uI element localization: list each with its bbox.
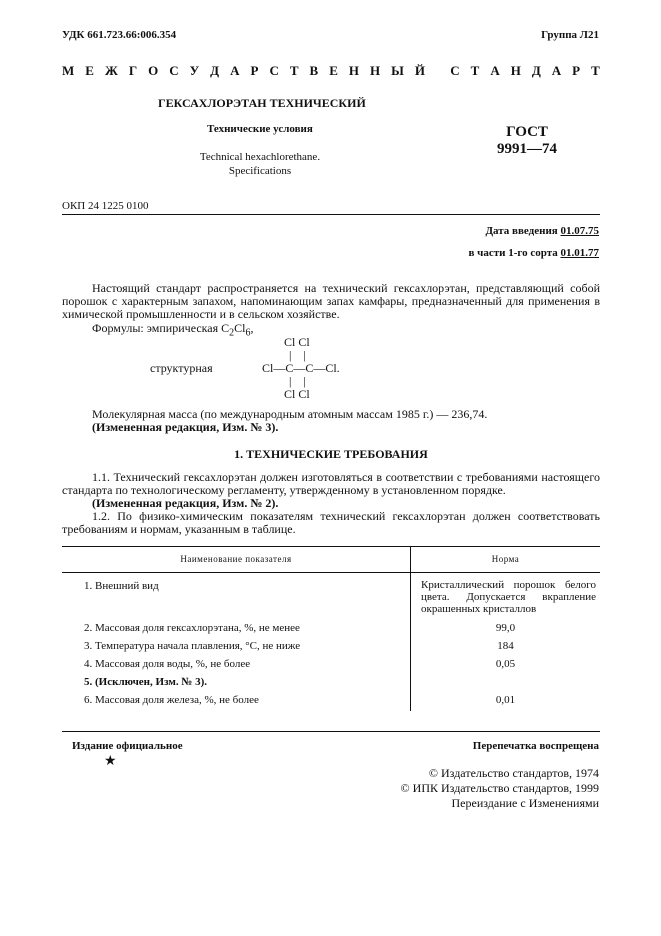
english-title (150, 150, 370, 178)
requirements-table (62, 546, 600, 711)
group-code: Группа Л21 (541, 29, 599, 41)
banner-letter: Н (369, 63, 381, 78)
banner-letter: Е (85, 63, 94, 78)
banner-letter: А (490, 63, 500, 78)
indicator-cell: 1. Внешний вид (62, 573, 411, 622)
banner-letter: Д (531, 63, 541, 78)
indicator-cell: 3. Температура начала плавления, °С, не ниже (62, 639, 411, 657)
official-edition: Издание официальное (72, 740, 183, 752)
banner-letter: Ж (104, 63, 118, 78)
grade-date-value: 01.01.77 (560, 247, 599, 259)
structural-label: структурная (150, 361, 213, 375)
banner-letter: Р (250, 63, 259, 78)
intro-date-value: 01.07.75 (560, 225, 599, 237)
struct-bottom: Cl Cl (284, 387, 310, 401)
banner-letter: Й (414, 63, 425, 78)
okp-code: ОКП 24 1225 0100 (62, 200, 149, 212)
formula-suffix: , (250, 321, 254, 335)
banner-letter: Т (591, 63, 600, 78)
document-title: ГЕКСАХЛОРЭТАН ТЕХНИЧЕСКИЙ (158, 96, 366, 110)
banner-letter: Т (470, 63, 480, 78)
table-row (62, 693, 600, 711)
norm-cell: 184 (497, 640, 514, 652)
banner-letter: В (309, 63, 319, 78)
struct-bond-bottom: | | (289, 374, 306, 388)
copyright-1974: © Издательство стандартов, 1974 (428, 766, 599, 780)
indicator-cell: 2. Массовая доля гексахлорэтана, %, не менее (62, 621, 411, 639)
formula-prefix: Формулы: эмпирическая C (92, 321, 230, 335)
struct-middle: Cl—C—C—Cl. (262, 361, 340, 375)
table-row (62, 657, 600, 675)
struct-bond-top: | | (289, 348, 306, 362)
english-title-line1: Technical hexachlorethane. (199, 151, 321, 163)
table-row (62, 573, 600, 622)
document-subtitle: Технические условия (207, 123, 313, 135)
grade-date-label: в части 1-го сорта (468, 247, 558, 259)
banner-letter: Н (510, 63, 521, 78)
banner-letter: С (450, 63, 460, 78)
banner-letter: С (169, 63, 179, 78)
edit-note-3: (Измененная редакция, Изм. № 3). (92, 420, 279, 434)
interstate-standard-banner (62, 63, 600, 79)
banner-letter: Ы (391, 63, 404, 78)
col-norm-header: Норма (491, 553, 520, 564)
table-row (62, 639, 600, 657)
gost-designation (497, 124, 557, 158)
empirical-formula (92, 322, 253, 339)
banner-letter: Н (348, 63, 359, 78)
intro-date (485, 225, 599, 237)
section-heading: 1. ТЕХНИЧЕСКИЕ ТРЕБОВАНИЯ (234, 447, 428, 461)
clause-1-1: 1.1. Технический гексахлорэтан должен изготовляться в соответствии с требованиями настоящего стандарта по технологическому регламенту, утвержденному в установленном порядке. (62, 470, 600, 497)
banner-letter: О (148, 63, 159, 78)
banner-letter: Т (289, 63, 299, 78)
norm-cell: Кристаллический порошок белого цвета. Допускается вкрапление окрашенных кристаллов (421, 579, 596, 615)
banner-letter: Р (572, 63, 581, 78)
gost-number: 9991—74 (497, 141, 557, 157)
banner-letter: Г (128, 63, 138, 78)
banner-letter: С (269, 63, 279, 78)
banner-letter: М (62, 63, 75, 78)
banner-letter: Д (210, 63, 220, 78)
star-icon: ★ (104, 754, 117, 769)
table-row (62, 621, 600, 639)
english-title-line2: Specifications (228, 165, 292, 177)
table-header-row (62, 547, 600, 573)
norm-cell: 99,0 (495, 622, 516, 634)
banner-letter: Е (329, 63, 338, 78)
indicator-cell: 6. Массовая доля железа, %, не более (62, 693, 411, 711)
indicator-cell: 5. (Исключен, Изм. № 3). (62, 675, 411, 693)
norm-cell: 0,01 (495, 694, 516, 706)
intro-date-label: Дата введения (485, 225, 558, 237)
struct-top: Cl Cl (284, 335, 310, 349)
scope-paragraph: Настоящий стандарт распространяется на технический гексахлорэтан, представляющий собой порошок с характерным запахом, напоминающим запах камфары, предназначенный для применения в химической промышленности и в сельском хозяйстве. (62, 281, 600, 321)
reissue-note: Переиздание с Изменениями (451, 796, 599, 810)
indicator-cell: 4. Массовая доля воды, %, не более (62, 657, 411, 675)
grade-date (468, 247, 599, 259)
col-indicator-header: Наименование показателя (62, 547, 411, 573)
formula-sub-cl: 6 (245, 327, 251, 339)
formula-cl: Cl (234, 321, 246, 335)
table-row (62, 675, 600, 693)
reprint-prohibited: Перепечатка воспрещена (472, 740, 599, 752)
footer-divider (62, 731, 600, 732)
divider (62, 214, 600, 215)
clause-1-2: 1.2. По физико-химическим показателям технический гексахлорэтан должен соответствовать требованиям и нормам, указанным в таблице. (62, 509, 600, 536)
copyright-1999: © ИПК Издательство стандартов, 1999 (400, 781, 599, 795)
norm-cell: 0,05 (495, 658, 516, 670)
banner-letter: А (551, 63, 562, 78)
gost-label: ГОСТ (506, 124, 548, 140)
norm-cell (411, 675, 601, 693)
edit-note-2: (Измененная редакция, Изм. № 2). (92, 496, 279, 510)
molar-mass: Молекулярная масса (по международным атомным массам 1985 г.) — 236,74. (92, 407, 488, 421)
banner-gap (436, 63, 439, 79)
banner-letter: А (230, 63, 240, 78)
banner-letter: У (189, 63, 200, 78)
udk-code: УДК 661.723.66:006.354 (62, 29, 177, 41)
formula-sub-c: 2 (229, 327, 235, 339)
